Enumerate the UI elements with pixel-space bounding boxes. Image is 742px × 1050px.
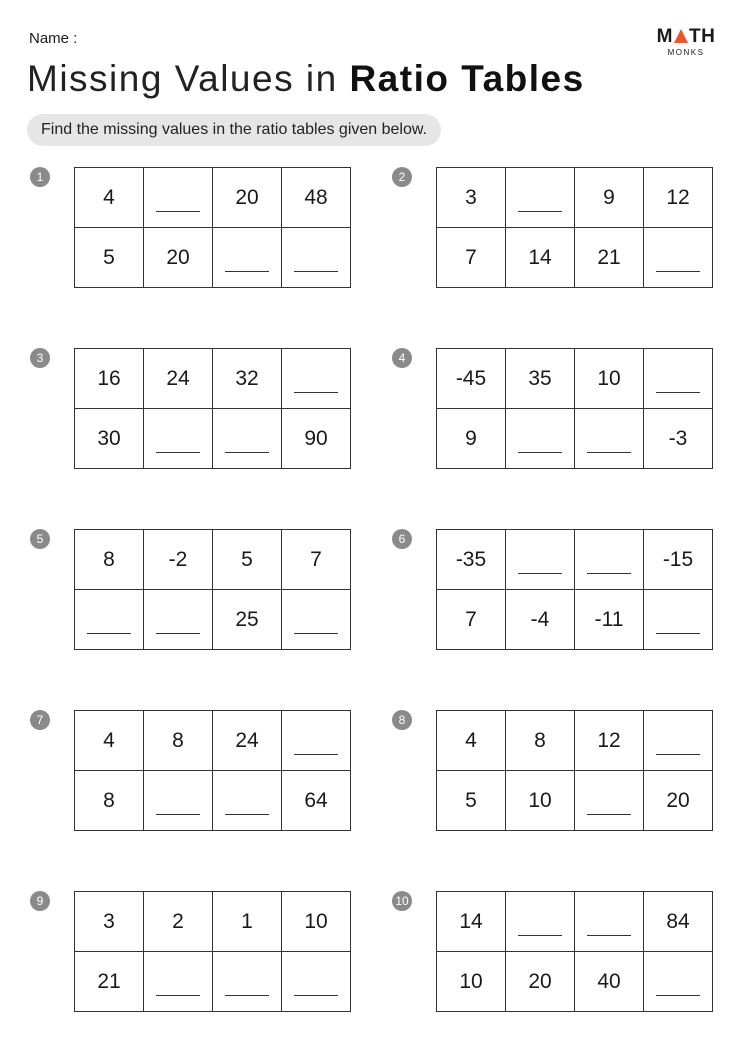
value-cell: 7 — [282, 530, 351, 590]
blank-cell[interactable] — [144, 590, 213, 650]
answer-blank-line[interactable] — [518, 935, 562, 936]
ratio-row-top — [437, 168, 713, 228]
ratio-row-bottom — [437, 590, 713, 650]
blank-cell[interactable] — [282, 228, 351, 288]
blank-cell[interactable] — [644, 590, 713, 650]
answer-blank-line[interactable] — [87, 633, 131, 634]
value-cell: 12 — [644, 168, 713, 228]
blank-cell[interactable] — [506, 892, 575, 952]
value-cell: 10 — [282, 892, 351, 952]
problem-4 — [392, 348, 722, 470]
answer-blank-line[interactable] — [656, 271, 700, 272]
ratio-table — [436, 529, 713, 650]
blank-cell[interactable] — [644, 228, 713, 288]
problem-1 — [30, 167, 360, 289]
blank-cell[interactable] — [144, 168, 213, 228]
logo-text-left: M — [656, 26, 673, 47]
answer-blank-line[interactable] — [656, 392, 700, 393]
value-cell: 24 — [144, 349, 213, 409]
answer-blank-line[interactable] — [294, 754, 338, 755]
answer-blank-line[interactable] — [156, 452, 200, 453]
ratio-row-bottom — [75, 771, 351, 831]
value-cell: 30 — [75, 409, 144, 469]
answer-blank-line[interactable] — [156, 995, 200, 996]
blank-cell[interactable] — [506, 409, 575, 469]
value-cell: 4 — [75, 711, 144, 771]
value-cell: 5 — [437, 771, 506, 831]
problem-number-badge: 10 — [392, 891, 412, 911]
value-cell: 10 — [437, 952, 506, 1012]
value-cell: 9 — [575, 168, 644, 228]
value-cell: 5 — [75, 228, 144, 288]
blank-cell[interactable] — [213, 409, 282, 469]
blank-cell[interactable] — [282, 952, 351, 1012]
value-cell: 3 — [437, 168, 506, 228]
problem-9 — [30, 891, 360, 1013]
answer-blank-line[interactable] — [518, 573, 562, 574]
blank-cell[interactable] — [575, 771, 644, 831]
value-cell: 5 — [213, 530, 282, 590]
value-cell: -3 — [644, 409, 713, 469]
ratio-row-bottom — [437, 228, 713, 288]
problem-number-badge: 2 — [392, 167, 412, 187]
answer-blank-line[interactable] — [294, 392, 338, 393]
title-light: Missing Values in — [27, 58, 338, 99]
value-cell: 21 — [575, 228, 644, 288]
value-cell: -2 — [144, 530, 213, 590]
value-cell: 14 — [506, 228, 575, 288]
logo-triangle-icon — [674, 29, 688, 43]
answer-blank-line[interactable] — [518, 211, 562, 212]
ratio-row-top — [75, 711, 351, 771]
answer-blank-line[interactable] — [156, 814, 200, 815]
problem-6 — [392, 529, 722, 651]
ratio-row-bottom — [75, 409, 351, 469]
ratio-row-bottom — [75, 952, 351, 1012]
answer-blank-line[interactable] — [294, 995, 338, 996]
blank-cell[interactable] — [506, 168, 575, 228]
value-cell: 20 — [506, 952, 575, 1012]
ratio-table — [436, 710, 713, 831]
problem-10 — [392, 891, 722, 1013]
answer-blank-line[interactable] — [656, 633, 700, 634]
blank-cell[interactable] — [75, 590, 144, 650]
instruction-banner: Find the missing values in the ratio tables given below. — [27, 114, 441, 146]
answer-blank-line[interactable] — [518, 452, 562, 453]
problem-3 — [30, 348, 360, 470]
value-cell: 20 — [213, 168, 282, 228]
problem-number-badge: 7 — [30, 710, 50, 730]
answer-blank-line[interactable] — [156, 633, 200, 634]
blank-cell[interactable] — [213, 952, 282, 1012]
value-cell: 7 — [437, 590, 506, 650]
answer-blank-line[interactable] — [587, 573, 631, 574]
ratio-table — [436, 891, 713, 1012]
blank-cell[interactable] — [213, 771, 282, 831]
ratio-row-bottom — [437, 409, 713, 469]
value-cell: 20 — [644, 771, 713, 831]
ratio-table — [74, 891, 351, 1012]
value-cell: 12 — [575, 711, 644, 771]
ratio-table — [74, 348, 351, 469]
blank-cell[interactable] — [144, 409, 213, 469]
problem-number-badge: 3 — [30, 348, 50, 368]
ratio-table — [436, 348, 713, 469]
value-cell: 10 — [506, 771, 575, 831]
answer-blank-line[interactable] — [656, 995, 700, 996]
ratio-row-top — [437, 530, 713, 590]
value-cell: 4 — [437, 711, 506, 771]
value-cell: 16 — [75, 349, 144, 409]
answer-blank-line[interactable] — [587, 452, 631, 453]
problem-2 — [392, 167, 722, 289]
answer-blank-line[interactable] — [225, 814, 269, 815]
value-cell: -45 — [437, 349, 506, 409]
value-cell: 14 — [437, 892, 506, 952]
ratio-row-top — [75, 349, 351, 409]
value-cell: 24 — [213, 711, 282, 771]
ratio-row-bottom — [75, 590, 351, 650]
value-cell: -11 — [575, 590, 644, 650]
blank-cell[interactable] — [144, 952, 213, 1012]
ratio-row-top — [437, 349, 713, 409]
blank-cell[interactable] — [282, 590, 351, 650]
problem-number-badge: 1 — [30, 167, 50, 187]
name-label: Name : — [29, 30, 78, 47]
blank-cell[interactable] — [506, 530, 575, 590]
ratio-row-top — [75, 168, 351, 228]
blank-cell[interactable] — [144, 771, 213, 831]
problem-number-badge: 6 — [392, 529, 412, 549]
problem-5 — [30, 529, 360, 651]
value-cell: 2 — [144, 892, 213, 952]
answer-blank-line[interactable] — [587, 935, 631, 936]
blank-cell[interactable] — [644, 711, 713, 771]
title-bold: Ratio Tables — [349, 58, 585, 99]
value-cell: 64 — [282, 771, 351, 831]
logo-subtext: MONKS — [667, 48, 705, 57]
blank-cell[interactable] — [282, 349, 351, 409]
value-cell: 90 — [282, 409, 351, 469]
logo-text-right: TH — [689, 26, 716, 47]
ratio-row-bottom — [437, 771, 713, 831]
value-cell: 9 — [437, 409, 506, 469]
value-cell: 4 — [75, 168, 144, 228]
problem-8 — [392, 710, 722, 832]
value-cell: 3 — [75, 892, 144, 952]
value-cell: 8 — [506, 711, 575, 771]
problem-number-badge: 8 — [392, 710, 412, 730]
ratio-row-top — [75, 892, 351, 952]
ratio-table — [436, 167, 713, 288]
blank-cell[interactable] — [644, 952, 713, 1012]
value-cell: 48 — [282, 168, 351, 228]
value-cell: 7 — [437, 228, 506, 288]
blank-cell[interactable] — [575, 530, 644, 590]
blank-cell[interactable] — [575, 409, 644, 469]
value-cell: 8 — [75, 771, 144, 831]
answer-blank-line[interactable] — [656, 754, 700, 755]
ratio-row-top — [437, 711, 713, 771]
blank-cell[interactable] — [575, 892, 644, 952]
ratio-table — [74, 529, 351, 650]
value-cell: -15 — [644, 530, 713, 590]
ratio-row-top — [75, 530, 351, 590]
value-cell: 32 — [213, 349, 282, 409]
problem-number-badge: 4 — [392, 348, 412, 368]
value-cell: 21 — [75, 952, 144, 1012]
value-cell: 84 — [644, 892, 713, 952]
value-cell: -35 — [437, 530, 506, 590]
problem-7 — [30, 710, 360, 832]
ratio-row-bottom — [75, 228, 351, 288]
value-cell: 25 — [213, 590, 282, 650]
answer-blank-line[interactable] — [225, 271, 269, 272]
answer-blank-line[interactable] — [156, 211, 200, 212]
value-cell: 10 — [575, 349, 644, 409]
answer-blank-line[interactable] — [294, 271, 338, 272]
blank-cell[interactable] — [282, 711, 351, 771]
value-cell: 20 — [144, 228, 213, 288]
answer-blank-line[interactable] — [587, 814, 631, 815]
blank-cell[interactable] — [644, 349, 713, 409]
problem-number-badge: 5 — [30, 529, 50, 549]
value-cell: 40 — [575, 952, 644, 1012]
value-cell: 8 — [75, 530, 144, 590]
value-cell: 1 — [213, 892, 282, 952]
answer-blank-line[interactable] — [225, 452, 269, 453]
problem-number-badge: 9 — [30, 891, 50, 911]
ratio-row-top — [437, 892, 713, 952]
ratio-row-bottom — [437, 952, 713, 1012]
value-cell: 35 — [506, 349, 575, 409]
value-cell: -4 — [506, 590, 575, 650]
mathmonks-logo — [656, 27, 716, 58]
ratio-table — [74, 710, 351, 831]
answer-blank-line[interactable] — [294, 633, 338, 634]
ratio-table — [74, 167, 351, 288]
value-cell: 8 — [144, 711, 213, 771]
answer-blank-line[interactable] — [225, 995, 269, 996]
blank-cell[interactable] — [213, 228, 282, 288]
page-title — [27, 58, 585, 100]
